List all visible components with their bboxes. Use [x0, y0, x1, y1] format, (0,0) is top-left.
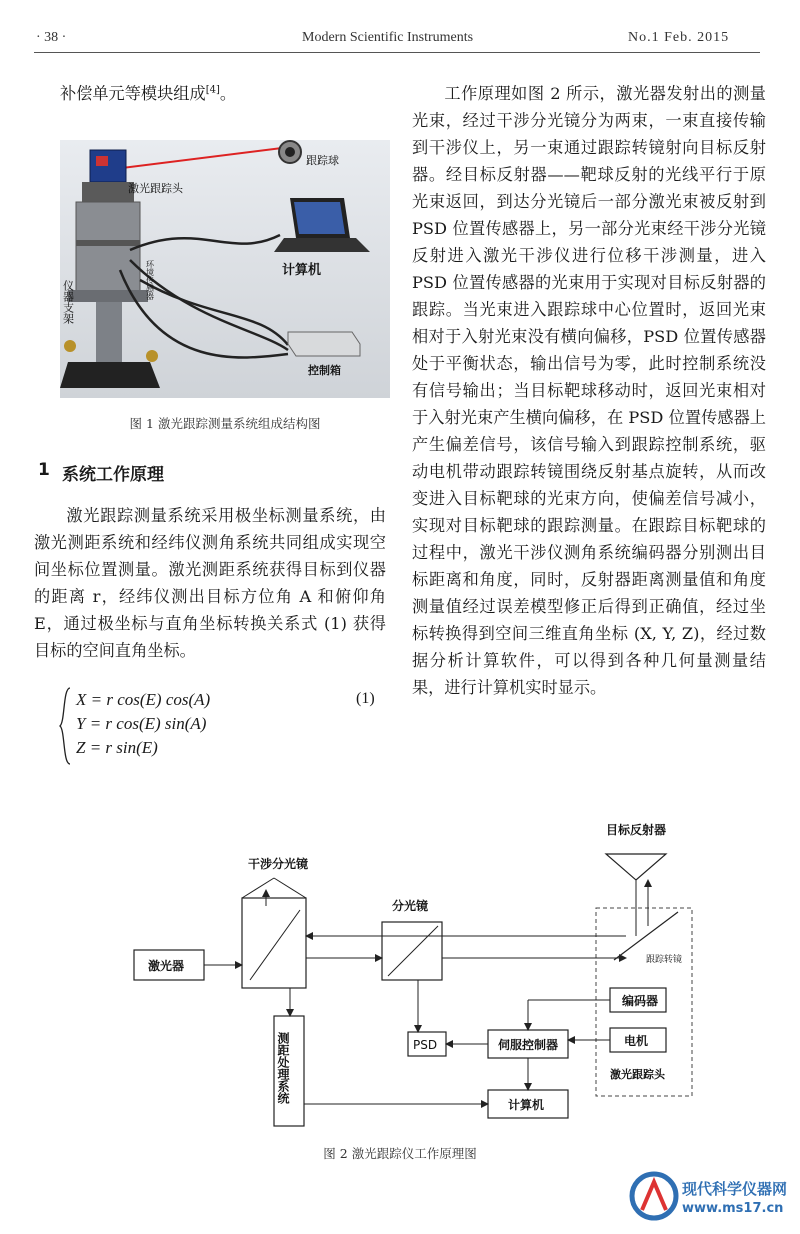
equation-y: Y = r cos(E) sin(A) [76, 714, 207, 733]
label-tracker-head: 激光跟踪头 [610, 1068, 665, 1081]
label-target: 目标反射器 [606, 823, 667, 837]
equation-brace [58, 686, 72, 766]
site-watermark [628, 1170, 788, 1228]
label-tracker-ball: 跟踪球 [306, 154, 339, 167]
watermark-url: www.ms17.cn [682, 1201, 784, 1216]
reference-mark: [4] [205, 84, 220, 96]
label-encoder: 编码器 [622, 994, 659, 1008]
journal-title: Modern Scientific Instruments [302, 30, 474, 45]
section-title: 系统工作原理 [62, 465, 164, 485]
label-ranging: 测距处理系统 [276, 1032, 290, 1104]
figure1-photo [60, 140, 390, 398]
watermark-site-name: 现代科学仪器网 [682, 1180, 788, 1198]
equation-x: X = r cos(E) cos(A) [76, 690, 211, 709]
figure2-caption: 图 2 激光跟踪仪工作原理图 [323, 1146, 477, 1161]
figure1-caption: 图 1 激光跟踪测量系统组成结构图 [129, 416, 321, 431]
issue-info: No.1 Feb. 2015 [628, 30, 730, 45]
intro-line: 补偿单元等模块组成[4]。 [60, 84, 237, 103]
watermark-logo-icon [628, 1170, 680, 1222]
target-triangle [606, 854, 666, 880]
section-number: 1 [38, 460, 50, 480]
page-number: · 38 · [36, 30, 67, 45]
figure2-diagram [100, 810, 740, 1130]
label-mirror: 跟踪转镜 [646, 955, 683, 965]
equation-z: Z = r sin(E) [76, 738, 158, 757]
header-rule [34, 52, 760, 53]
left-paragraph: 激光跟踪测量系统采用极坐标测量系统，由激光测距系统和经纬仪测角系统共同组成实现空间坐标位置测量。激光测距系统获得目标到仪器的距离 r，经纬仪测出目标方位角 A 和俯仰角 E，通过极坐标与直角坐标转换关系式 (1) 获得目标的空间直角坐标。 [34, 506, 386, 660]
label-stand: 仪器支架 [61, 280, 75, 324]
label-psd: PSD [413, 1038, 438, 1052]
equation-number: (1) [356, 690, 375, 707]
label-laser-head: 激光跟踪头 [128, 182, 183, 195]
label-env-sensor: 环境传感器 [145, 260, 155, 300]
label-computer2: 计算机 [508, 1098, 545, 1112]
label-servo: 伺服控制器 [498, 1038, 559, 1052]
label-motor: 电机 [624, 1034, 649, 1048]
interf-splitter-box [242, 898, 306, 988]
label-laser: 激光器 [148, 959, 185, 973]
label-splitter: 分光镜 [392, 899, 429, 913]
right-paragraph: 工作原理如图 2 所示，激光器发射出的测量光束，经过干涉分光镜分为两束，一束直接传输到干涉仪上，另一束通过跟踪转镜射向目标反射器。经目标反射器——靶球反射的光线平行于原光束返回，到达分光镜后一部分激光束被反射到 PSD 位置传感器上，另一部分光束经干涉分光镜反射进入激光干涉仪进行位移干涉测量，进入 PSD 位置传感器的光束用于实现对目标反射器的跟踪。当光束进入跟踪球中心位置时，返回光束相对于入射光束没有横向偏移，PSD 位置传感器处于平衡状态，输出信号为零，此时控制系统没有信号输出；当目标靶球移动时，返回光束相对于入射光束产生横向偏移，在 PSD 位置传感器上产生偏差信号，该信号输入到跟踪控制系统，驱动电机带动跟踪转镜围绕反射基点旋转，从而改变进入目标靶球的光束方向，使偏差信号减小，实现对目标靶球的跟踪测量。在跟踪目标靶球的过程中，激光干涉仪测角系统编码器分别测出目标距离和角度，同时，反射器距离测量值和角度测量值经过误差模型修正后得到正确值，经过坐标转换得到空间三维直角坐标 (X, Y, Z)，经过数据分析计算软件，可以得到各种几何量测量结果，进行计算机实时显示。 [412, 84, 766, 697]
label-controller: 控制箱 [308, 364, 341, 377]
label-interf-splitter: 干涉分光镜 [248, 857, 309, 871]
label-computer: 计算机 [282, 263, 322, 278]
